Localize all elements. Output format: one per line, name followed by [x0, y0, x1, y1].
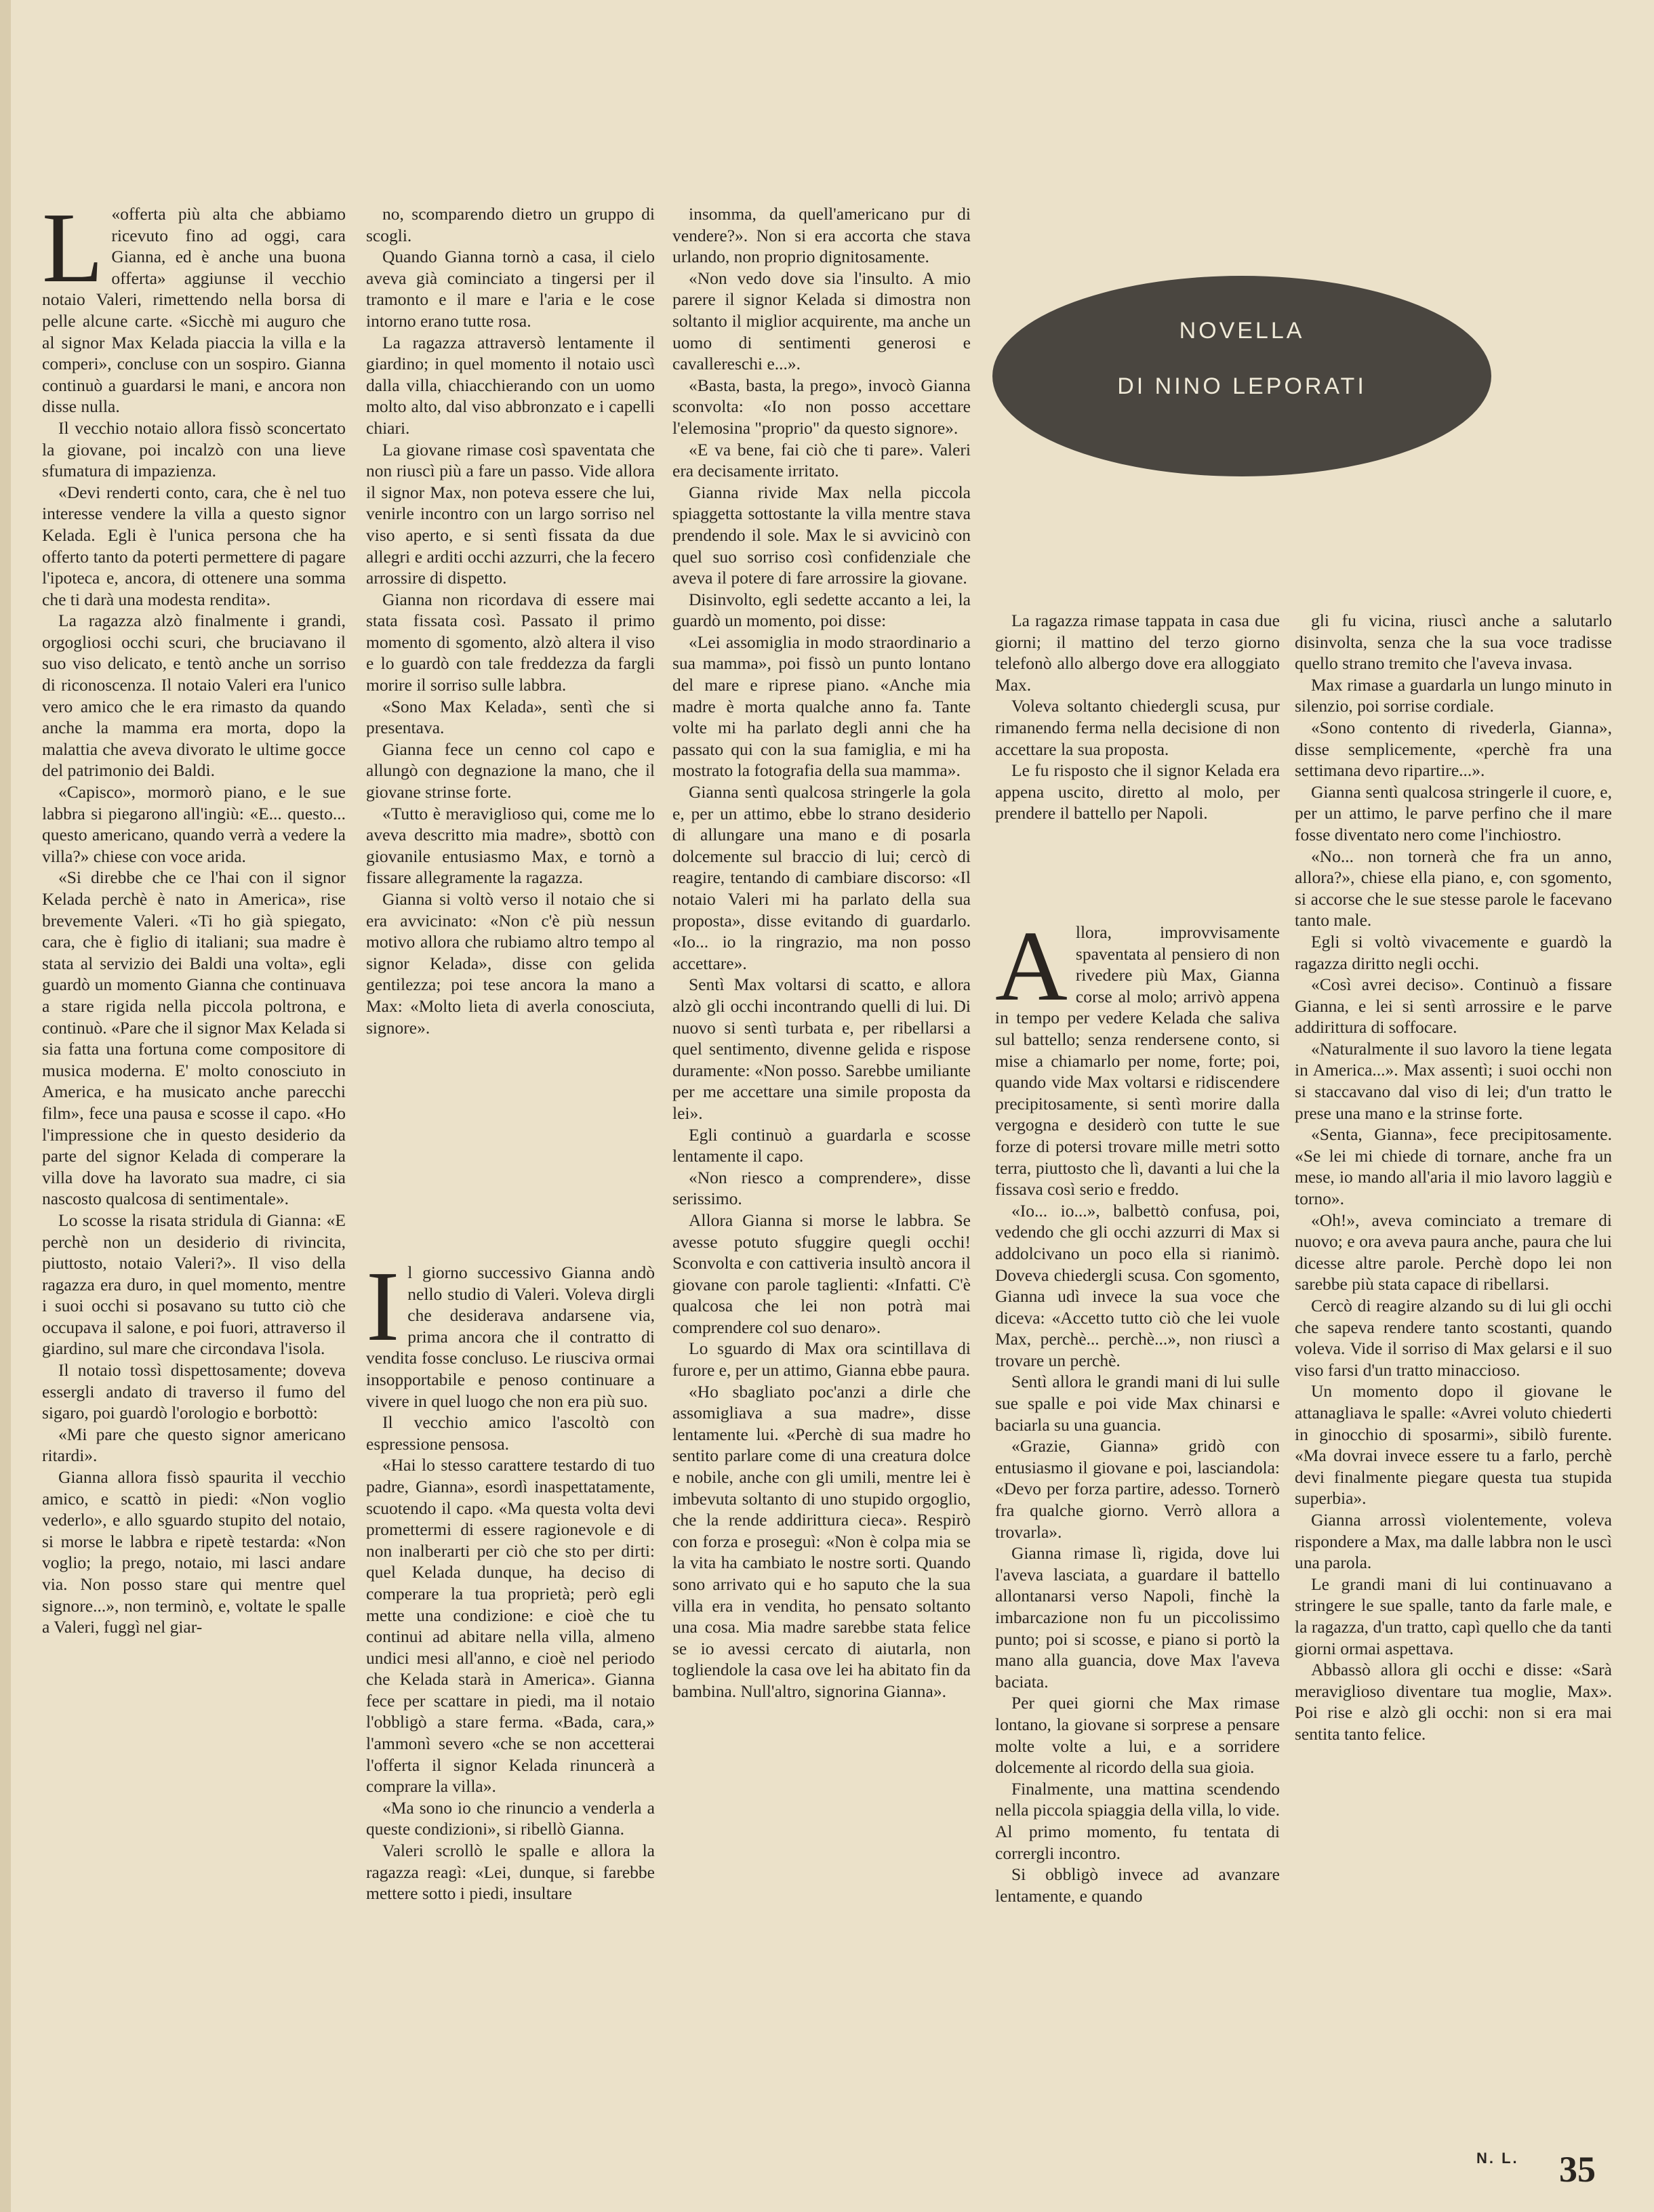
paragraph: Egli continuò a guardarla e scosse lentamente il capo. — [672, 1124, 971, 1166]
paragraph: Per quei giorni che Max rimase lontano, la giovane si sorprese a pensare molte volte a lui, e a sorridere dolcemente al ricordo della sua gioia. — [995, 1693, 1280, 1778]
paragraph: La giovane rimase così spaventata che non riuscì più a fare un passo. Vide allora il signor Max, non poteva essere che lui, venirle incontro con un largo sorriso nel viso aperto, e si sentì fissata da due allegri e arditi occhi azzurri, che la fecero arrossire di dispetto. — [366, 439, 655, 588]
paragraph: «Tutto è meraviglioso qui, come me lo aveva descritto mia madre», sbottò con giovanile entusiasmo Max, e tornò a fissare allegramente la ragazza. — [366, 803, 655, 888]
paragraph: «Basta, basta, la prego», invocò Gianna sconvolta: «Io non posso accettare l'elemosina "proprio" da questo signore». — [672, 375, 971, 438]
paragraph: Lo sguardo di Max ora scintillava di furore e, per un attimo, Gianna ebbe paura. — [672, 1338, 971, 1380]
paragraph: «Oh!», aveva cominciato a tremare di nuovo; e ora aveva paura anche, paura che lui dicesse altre parole. Perchè dopo lei non sarebbe più stata capace di ribellarsi. — [1295, 1210, 1612, 1294]
drop-cap: I — [366, 1262, 400, 1362]
paragraph: Gianna fece un cenno col capo e allungò con degnazione la mano, che il giovane strinse forte. — [366, 739, 655, 802]
paragraph: «Devi renderti conto, cara, che è nel tuo interesse vendere la villa a questo signor Kelada. Egli è l'unica persona che ha offerto tanto da poterti permettere di pagare l'ipoteca e, ancora, di ottenere una somma che ti darà una modesta rendita». — [42, 482, 346, 609]
paragraph: L «offerta più alta che abbiamo ricevuto fino ad oggi, cara Gianna, ed è anche una buona offerta» aggiunse il vecchio notaio Valeri, rimettendo nella borsa di pelle alcune carte. «Sicchè mi auguro che al signor Max Kelada piaccia la villa e la comperi», concluse con un sospiro. Gianna continuò a guardarsi le mani, e ancora non disse nulla. — [42, 203, 346, 417]
paragraph: Gianna arrossì violentemente, voleva rispondere a Max, ma dalle labbra non le uscì una parola. — [1295, 1509, 1612, 1573]
paragraph: «Senta, Gianna», fece precipitosamente. «Se lei mi chiede di tornare, anche fra un mese, io mando all'aria il mio lavoro laggiù e torno». — [1295, 1124, 1612, 1209]
paragraph: gli fu vicina, riuscì anche a salutarlo disinvolta, senza che la sua voce tradisse quello strano tremito che l'aveva invasa. — [1295, 611, 1612, 674]
paragraph: La ragazza attraversò lentamente il giardino; in quel momento il notaio uscì dalla villa, chiacchierando con un uomo molto alto, dal viso abbronzato e i capelli chiari. — [366, 332, 655, 438]
byline-ellipse — [991, 274, 1493, 478]
paragraph: Cercò di reagire alzando su di lui gli occhi che sapeva rendere tanto scostanti, quando voleva. Vide il sorriso di Max gelarsi e il suo viso farsi d'un tratto minaccioso. — [1295, 1296, 1612, 1380]
paragraph: «Sono contento di rivederla, Gianna», disse semplicemente, «perchè fra una settimana devo ripartire...». — [1295, 717, 1612, 781]
text-column-1 — [42, 203, 346, 2135]
paragraph: Gianna non ricordava di essere mai stata fissata così. Passato il primo momento di sgomento, alzò altera il viso e lo guardò con tale freddezza da fargli morire il sorriso sulle labbra. — [366, 589, 655, 695]
paragraph: «Ho sbagliato poc'anzi a dirle che assomigliava a sua madre», disse lentamente lui. «Perchè di sua madre ho sentito parlare come di una creatura dolce e nobile, anche con gli umili, mentre lei è imbevuta soltanto di uno stupido orgoglio, che la rende addirittura cieca». Respirò con forza e proseguì: «Non è colpa mia se la vita ha cambiato le nostre sorti. Quando sono arrivato qui e ho saputo che la sua villa era in vendita, ho pensato soltanto una cosa. Mia madre sarebbe stata felice se io avessi cercato di aiutarla, non togliendole la casa ove lei ha abitato fin da bambina. Null'altro, signorina Gianna». — [672, 1381, 971, 1701]
paragraph: Valeri scrollò le spalle e allora la ragazza reagì: «Lei, dunque, si farebbe mettere sotto i piedi, insultare — [366, 1841, 655, 1904]
paragraph: Finalmente, una mattina scendendo nella piccola spiaggia della villa, lo vide. Al primo momento, fu tentata di corrergli incontro. — [995, 1778, 1280, 1863]
paragraph: Si obbligò invece ad avanzare lentamente, e quando — [995, 1864, 1280, 1906]
paragraph: Un momento dopo il giovane le attanagliava le spalle: «Avrei voluto chiederti in ginocchio di sposarmi», sibilò furente. «Ma dovrai invece essere tu a farlo, perchè devi finalmente piegare questa tua stupida superbia». — [1295, 1381, 1612, 1509]
paragraph: Le grandi mani di lui continuavano a stringere le sue spalle, tanto da farle male, e la ragazza, d'un tratto, capì quello che da tanti giorni ormai aspettava. — [1295, 1574, 1612, 1658]
paragraph: Lo scosse la risata stridula di Gianna: «E perchè non un desiderio di rivincita, piuttosto, notaio Valeri?». Il viso della ragazza era duro, in quel momento, mentre i suoi occhi si posavano su tutto ciò che occupava il salone, e poi fuori, attraverso il giardino, sul mare che circondava l'isola. — [42, 1210, 346, 1359]
byline-author: DI NINO LEPORATI — [1117, 373, 1367, 399]
paragraph: no, scomparendo dietro un gruppo di scogli. — [366, 204, 655, 245]
paragraph: Quando Gianna tornò a casa, il cielo aveva già cominciato a tingersi per il tramonto e il mare e l'aria e le cose intorno erano tutte rosa. — [366, 247, 655, 331]
paragraph: La ragazza alzò finalmente i grandi, orgogliosi occhi scuri, che bruciavano il suo viso delicato, e tentò anche un sorriso di riconoscenza. Il notaio Valeri era l'unico vero amico che le era rimasto da quando anche la mamma era morta, dopo la malattia che aveva divorato le ultime gocce del patrimonio dei Baldi. — [42, 611, 346, 781]
paragraph: «Sono Max Kelada», sentì che si presentava. — [366, 696, 655, 738]
drop-cap: L — [42, 203, 104, 304]
text-column-2-lower — [366, 1262, 655, 2136]
paragraph: «Hai lo stesso carattere testardo di tuo padre, Gianna», esordì inaspettatamente, scuotendo il capo. «Ma questa volta devi promettermi di essere ragionevole e di non inalberarti per ciò che sto per dirti: quel Kelada dunque, ha deciso di comperare la tua proprietà; però egli mette una condizione: e cioè che tu continui ad abitare nella villa, almeno undici mesi all'anno, e cioè nel periodo che Kelada starà in America». Gianna fece per scattare in piedi, ma il notaio l'obbligò a stare ferma. «Bada, cara,» l'ammonì severo «che se non accetterai l'offerta il signor Kelada rinuncerà a comprare la villa». — [366, 1455, 655, 1797]
paragraph: «Naturalmente il suo lavoro la tiene legata in America...». Max assentì; i suoi occhi non si staccavano dal viso di lei; d'un tratto le prese una mano e la strinse forte. — [1295, 1038, 1612, 1123]
paragraph: Voleva soltanto chiedergli scusa, pur rimanendo ferma nella decisione di non accettare la sua proposta. — [995, 696, 1280, 759]
drop-cap: A — [995, 922, 1068, 1022]
paragraph: Allora, improvvisamente spaventata al pensiero di non rivedere più Max, Gianna corse al molo; arrivò appena in tempo per vedere Kelada che saliva sul battello; senza rendersene conto, si mise a chiamarlo per nome, forte; poi, quando vide Max voltarsi e ridiscendere precipitosamente, si sentì morire dalla vergogna e desiderò con tutte le sue forze di potersi trovare mille metri sotto terra, piuttosto che lì, davanti a lui che la fissava così serio e freddo. — [995, 922, 1280, 1200]
text-column-2 — [366, 203, 655, 1220]
paragraph: Sentì allora le grandi mani di lui sulle sue spalle e poi vide Max chinarsi e baciarla su una guancia. — [995, 1372, 1280, 1435]
paragraph: Max rimase a guardarla un lungo minuto in silenzio, poi sorrise cordiale. — [1295, 674, 1612, 716]
paragraph: Le fu risposto che il signor Kelada era appena uscito, diretto al molo, per prendere il battello per Napoli. — [995, 760, 1280, 823]
paragraph: «Grazie, Gianna» gridò con entusiasmo il giovane e poi, lasciandola: «Devo per forza partire, adesso. Tornerò fra qualche giorno. Verrò allora a trovarla». — [995, 1436, 1280, 1542]
paragraph: Gianna si voltò verso il notaio che si era avvicinato: «Non c'è più nessun motivo allora che rubiamo altro tempo al signor Kelada», disse con gelida gentilezza; poi tese ancora la mano a Max: «Molto lieta di averla conosciuta, signore». — [366, 889, 655, 1038]
page-gutter — [0, 0, 11, 2212]
text-column-4-lower — [995, 922, 1280, 2135]
paragraph: Il vecchio notaio allora fissò sconcertato la giovane, poi incalzò con una lieve sfumatura di impazienza. — [42, 417, 346, 481]
paragraph: Sentì Max voltarsi di scatto, e allora alzò gli occhi incontrando quelli di lui. Di nuovo si sentì turbata e, per ribellarsi a quel sentimento, divenne gelida e rispose duramente: «Non posso. Sarebbe umiliante per me accettare una simile proposta da lei». — [672, 975, 971, 1123]
paragraph: «Lei assomiglia in modo straordinario a sua mamma», poi fissò un punto lontano del mare e riprese piano. «Anche mia madre è morta qualche anno fa. Tante volte mi ha parlato degli anni che ha passato qui con la sua famiglia, e mi ha mostrato la fotografia della sua mamma». — [672, 632, 971, 781]
paragraph: Gianna sentì qualcosa stringerle il cuore, e, per un attimo, le parve perfino che il mare fosse diventato nero come l'inchiostro. — [1295, 781, 1612, 844]
paragraph: «Non vedo dove sia l'insulto. A mio parere il signor Kelada si dimostra non soltanto il miglior acquirente, ma anche un uomo di sentimenti generosi e cavallereschi e...». — [672, 268, 971, 374]
paragraph: «Si direbbe che ce l'hai con il signor Kelada perchè è nato in America», rise brevemente Valeri. «Ti ho già spiegato, cara, che è figlio di italiani; sua madre è stata al servizio dei Baldi una volta», egli guardò un momento Gianna che continuava a stare rigida nella piccola poltrona, e continuò. «Pare che il signor Max Kelada si sia fatta una fortuna come compositore di musica moderna. E' molto conosciuto in America, e ha musicato anche parecchi film», fece una pausa e scosse il capo. «Ho l'impressione che in questo desiderio da parte del signor Kelada di comperare la villa dove ha lavorato sua madre, ci sia nascosto qualcosa di sentimentale». — [42, 867, 346, 1209]
paragraph: Gianna allora fissò spaurita il vecchio amico, e scattò in piedi: «Non voglio vederlo», e allo sguardo stupito del notaio, si morse le labbra e ripetè testarda: «Non voglio; la prego, notaio, mi lasci andare via. Non posso stare qui mentre quel signore...», non terminò, e, voltate le spalle a Valeri, fuggì nel giar- — [42, 1467, 346, 1637]
paragraph: Abbassò allora gli occhi e disse: «Sarà meraviglioso diventare tua moglie, Max». Poi rise e alzò gli occhi: non si era mai sentita tanto felice. — [1295, 1660, 1612, 1744]
paragraph: Il giorno successivo Gianna andò nello studio di Valeri. Voleva dirgli che desiderava andarsene via, prima ancora che il contratto di vendita fosse concluso. Le riusciva ormai insopportabile e penoso continuare a vivere in quel luogo che non era più suo. — [366, 1262, 655, 1411]
author-initials: N. L. — [1476, 2150, 1519, 2167]
paragraph: «Capisco», mormorò piano, e le sue labbra si piegarono all'ingiù: «E... questo... questo americano, quando verrà a vedere la villa?» chiese con voce arida. — [42, 782, 346, 866]
paragraph: Gianna sentì qualcosa stringerle la gola e, per un attimo, ebbe lo strano desiderio di allungare una mano e di posarla dolcemente sul braccio di lui; cercò di reagire, tentando di cambiare discorso: «Il notaio Valeri mi ha parlato della sua proposta», disse evitando di guardarlo. «Io... io la ringrazio, ma non posso accettare». — [672, 782, 971, 973]
paragraph: «Ma sono io che rinuncio a venderla a queste condizioni», si ribellò Gianna. — [366, 1797, 655, 1839]
paragraph: Egli si voltò vivacemente e guardò la ragazza diritto negli occhi. — [1295, 931, 1612, 973]
paragraph: insomma, da quell'americano pur di vendere?». Non si era accorta che stava urlando, non proprio dignitosamente. — [672, 204, 971, 267]
paragraph: Gianna rimase lì, rigida, dove lui l'aveva lasciata, a guardare il battello allontanarsi verso Napoli, finchè la imbarcazione non fu un piccolissimo punto; poi si scosse, e piano si portò la mano alla guancia, dove Max l'aveva baciata. — [995, 1543, 1280, 1692]
paragraph: Il vecchio amico l'ascoltò con espressione pensosa. — [366, 1412, 655, 1454]
paragraph: Gianna rivide Max nella piccola spiaggetta sottostante la villa mentre stava prendendo il sole. Max le si avvicinò con quel suo sorriso così confidenziale che aveva il potere di fare arrossire la giovane. — [672, 482, 971, 588]
text-column-3 — [672, 203, 971, 2135]
page-number: 35 — [1559, 2149, 1596, 2190]
paragraph: La ragazza rimase tappata in casa due giorni; il mattino del terzo giorno telefonò allo albergo dove era alloggiato Max. — [995, 611, 1280, 695]
paragraph: «Non riesco a comprendere», disse serissimo. — [672, 1167, 971, 1209]
paragraph: Disinvolto, egli sedette accanto a lei, la guardò un momento, poi disse: — [672, 589, 971, 631]
paragraph: «Così avrei deciso». Continuò a fissare Gianna, e lei si sentì arrossire e le parve addirittura di soffocare. — [1295, 975, 1612, 1038]
paragraph: Allora Gianna si morse le labbra. Se avesse potuto sfuggire quegli occhi! Sconvolta e con cattiveria insultò ancora il giovane con parole taglienti: «Infatti. C'è qualcosa che lei non potrà mai comprendere col suo denaro». — [672, 1210, 971, 1337]
paragraph: «Mi pare che questo signor americano ritardi». — [42, 1424, 346, 1466]
byline-genre: NOVELLA — [1179, 318, 1305, 344]
text-column-4 — [995, 610, 1280, 949]
paragraph: «E va bene, fai ciò che ti pare». Valeri era decisamente irritato. — [672, 439, 971, 481]
text-column-5 — [1295, 610, 1612, 2135]
paragraph: «Io... io...», balbettò confusa, poi, vedendo che gli occhi azzurri di Max si addolcivano un poco ella si rianimò. Doveva chiedergli scusa. Con sgomento, Gianna udì invece la sua voce che diceva: «Accetto tutto ciò che lei vuole Max, perchè... perchè...», non riuscì a trovare un perchè. — [995, 1200, 1280, 1370]
paragraph: «No... non tornerà che fra un anno, allora?», chiese ella piano, e, con sgomento, si accorse che le sue stesse parole le facevano tanto male. — [1295, 846, 1612, 930]
paragraph: Il notaio tossì dispettosamente; doveva essergli andato di traverso il fumo del sigaro, poi guardò l'orologio e borbottò: — [42, 1360, 346, 1423]
